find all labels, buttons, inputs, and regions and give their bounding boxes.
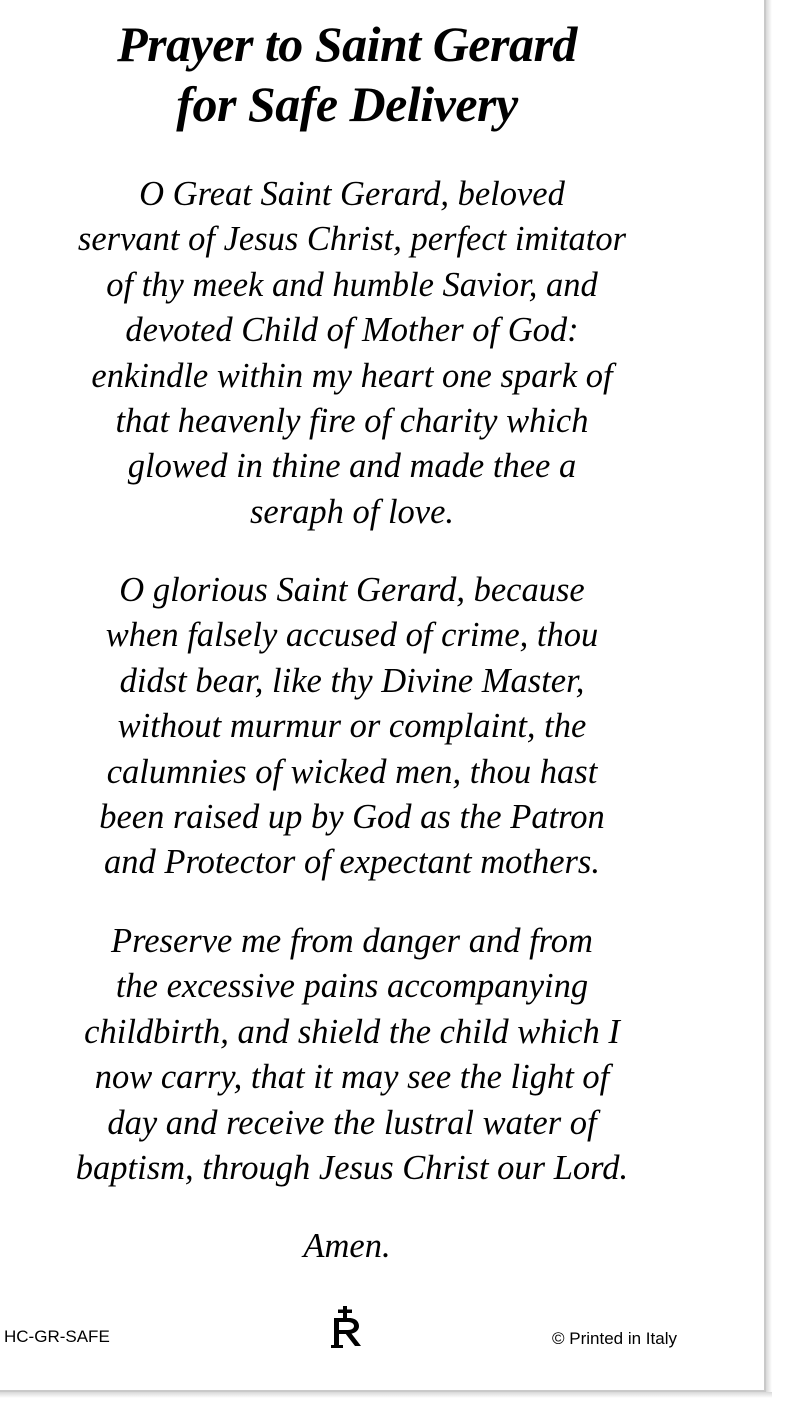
paragraph-line: didst bear, like thy Divine Master,	[119, 661, 585, 700]
paragraph-line: baptism, through Jesus Christ our Lord.	[75, 1149, 629, 1188]
paragraph-line: seraph of love.	[249, 492, 455, 531]
paragraph-line: of thy meek and humble Savior, and	[106, 265, 598, 304]
paragraph-line: now carry, that it may see the light of	[94, 1058, 610, 1097]
title-line-1: Prayer to Saint Gerard	[117, 16, 577, 72]
paragraph-line: that heavenly fire of charity which	[115, 402, 589, 441]
paragraph-line: childbirth, and shield the child which I	[84, 1012, 620, 1051]
product-code: HC-GR-SAFE	[4, 1327, 110, 1346]
paragraph-line: been raised up by God as the Patron	[99, 798, 605, 837]
card-edge-shadow	[766, 0, 772, 1396]
paragraph-line: Preserve me from danger and from	[111, 922, 593, 960]
amen-closing: Amen.	[303, 1227, 391, 1265]
cross-r-logo-icon	[329, 1306, 363, 1350]
paragraph-line: day and receive the lustral water of	[107, 1103, 597, 1142]
paragraph-line: when falsely accused of crime, thou	[105, 616, 599, 655]
title-line-2: for Safe Delivery	[176, 76, 518, 132]
paragraph-line: servant of Jesus Christ, perfect imitator	[77, 220, 627, 259]
paragraph-line: devoted Child of Mother of God:	[125, 311, 579, 350]
paragraph-line: without murmur or complaint, the	[117, 707, 587, 746]
prayer-paragraph-3	[10, 919, 694, 1191]
paragraph-line: glowed in thine and made thee a	[127, 447, 577, 486]
prayer-paragraph-2	[10, 568, 694, 886]
paragraph-line: and Protector of expectant mothers.	[104, 843, 600, 882]
paragraph-line: enkindle within my heart one spark of	[91, 356, 613, 395]
prayer-title	[0, 14, 694, 134]
printed-in-italy: © Printed in Italy	[552, 1329, 677, 1348]
paragraph-line: O Great Saint Gerard, beloved	[139, 175, 565, 213]
card-bottom-shadow	[0, 1392, 772, 1398]
paragraph-line: the excessive pains accompanying	[115, 967, 589, 1006]
paragraph-line: O glorious Saint Gerard, because	[119, 571, 585, 609]
prayer-paragraph-1	[10, 172, 694, 535]
paragraph-line: calumnies of wicked men, thou hast	[106, 752, 598, 791]
